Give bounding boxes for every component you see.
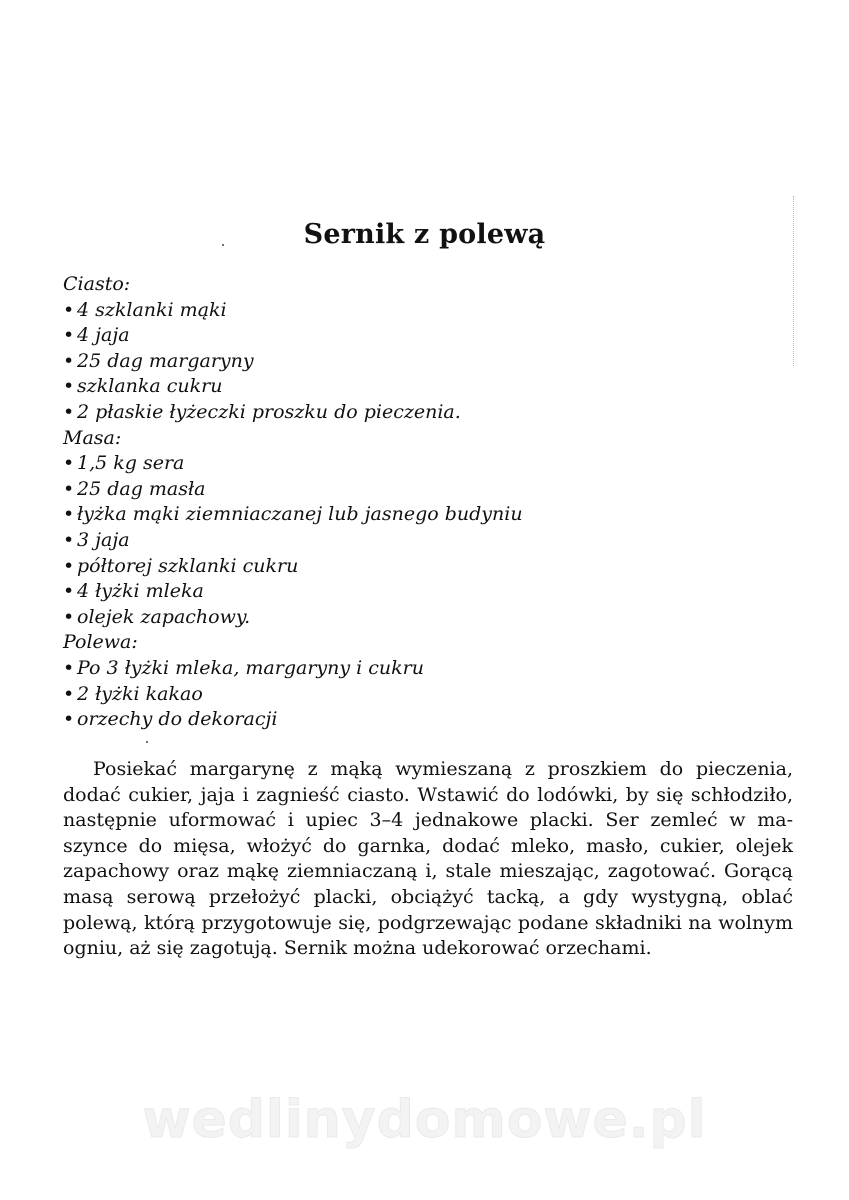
ingredient-text: orzechy do dekoracji: [77, 708, 278, 731]
bullet-icon: •: [63, 682, 75, 705]
preparation-instructions: Posiekać margarynę z mąką wymieszaną z proszkiem do pieczenia, dodać cukier, jaja i zagnieść ciasto. Wstawić do lodówki, by się schłodziło, następnie uformować i upiec 3–4 jednakowe placki. Ser zemleć w maszynce do mięsa, włożyć do garnka, dodać mleko, masło, cukier, olejek zapachowy oraz mąkę ziemniaczaną i, stale mieszając, zagotować. Gorącą masą serową przełożyć placki, obciążyć tacką, a gdy wystygną, oblać polewą, którą przygotowuje się, podgrzewając podane składniki na wolnym ogniu, aż się zagotują. Sernik można udekorować orzechami.: [63, 758, 793, 960]
section-heading-ciasto: Ciasto:: [63, 273, 131, 295]
ingredient-text: 4 łyżki mleka: [77, 580, 204, 603]
list-item: [63, 374, 783, 400]
bullet-icon: •: [63, 554, 75, 577]
bullet-icon: •: [63, 528, 75, 551]
ingredient-text: łyżka mąki ziemniaczanej lub jasnego budyniu: [77, 503, 523, 526]
bullet-icon: •: [63, 477, 75, 500]
watermark: wedlinydomowe.pl: [142, 1090, 707, 1150]
list-item: [63, 528, 783, 554]
section-heading-masa: Masa:: [63, 426, 122, 449]
list-item: [63, 579, 783, 605]
list-item: [63, 477, 783, 503]
bullet-icon: •: [63, 656, 75, 679]
list-item: [63, 656, 783, 682]
bullet-icon: •: [63, 452, 75, 475]
ingredient-text: 4 jaja: [77, 324, 130, 347]
scan-speck: [146, 741, 148, 743]
bullet-icon: •: [63, 375, 75, 398]
bullet-icon: •: [63, 400, 75, 423]
ingredient-text: Po 3 łyżki mleka, margaryny i cukru: [77, 656, 424, 679]
bullet-icon: •: [63, 605, 75, 628]
list-item: [63, 554, 783, 580]
ingredient-text: 2 łyżki kakao: [77, 682, 203, 705]
bullet-icon: •: [63, 503, 75, 526]
list-item: [63, 323, 783, 349]
recipe-title: Sernik z polewą: [303, 219, 546, 250]
bullet-icon: •: [63, 708, 75, 731]
section-heading-polewa: Polewa:: [63, 631, 138, 654]
list-item: [63, 451, 783, 477]
ingredient-text: półtorej szklanki cukru: [77, 554, 299, 577]
list-item: [63, 400, 783, 426]
ingredient-text: olejek zapachowy.: [77, 605, 251, 628]
ingredient-text: 3 jaja: [77, 528, 130, 551]
ingredient-text: 2 płaskie łyżeczki proszku do pieczenia.: [77, 400, 461, 423]
list-item: [63, 298, 783, 324]
ingredient-text: szklanka cukru: [77, 375, 223, 398]
list-item: [63, 349, 783, 375]
ingredient-text: 25 dag margaryny: [77, 349, 254, 372]
ingredient-text: 25 dag masła: [77, 477, 206, 500]
list-item: [63, 682, 783, 708]
ingredient-text: 1,5 kg sera: [77, 452, 185, 475]
ingredients-list: [63, 272, 783, 733]
bullet-icon: •: [63, 349, 75, 372]
bullet-icon: •: [63, 298, 75, 321]
list-item: [63, 605, 783, 631]
list-item: [63, 502, 783, 528]
bullet-icon: •: [63, 580, 75, 603]
ingredient-text: 4 szklanki mąki: [77, 298, 227, 321]
bullet-icon: •: [63, 324, 75, 347]
list-item: [63, 707, 783, 733]
